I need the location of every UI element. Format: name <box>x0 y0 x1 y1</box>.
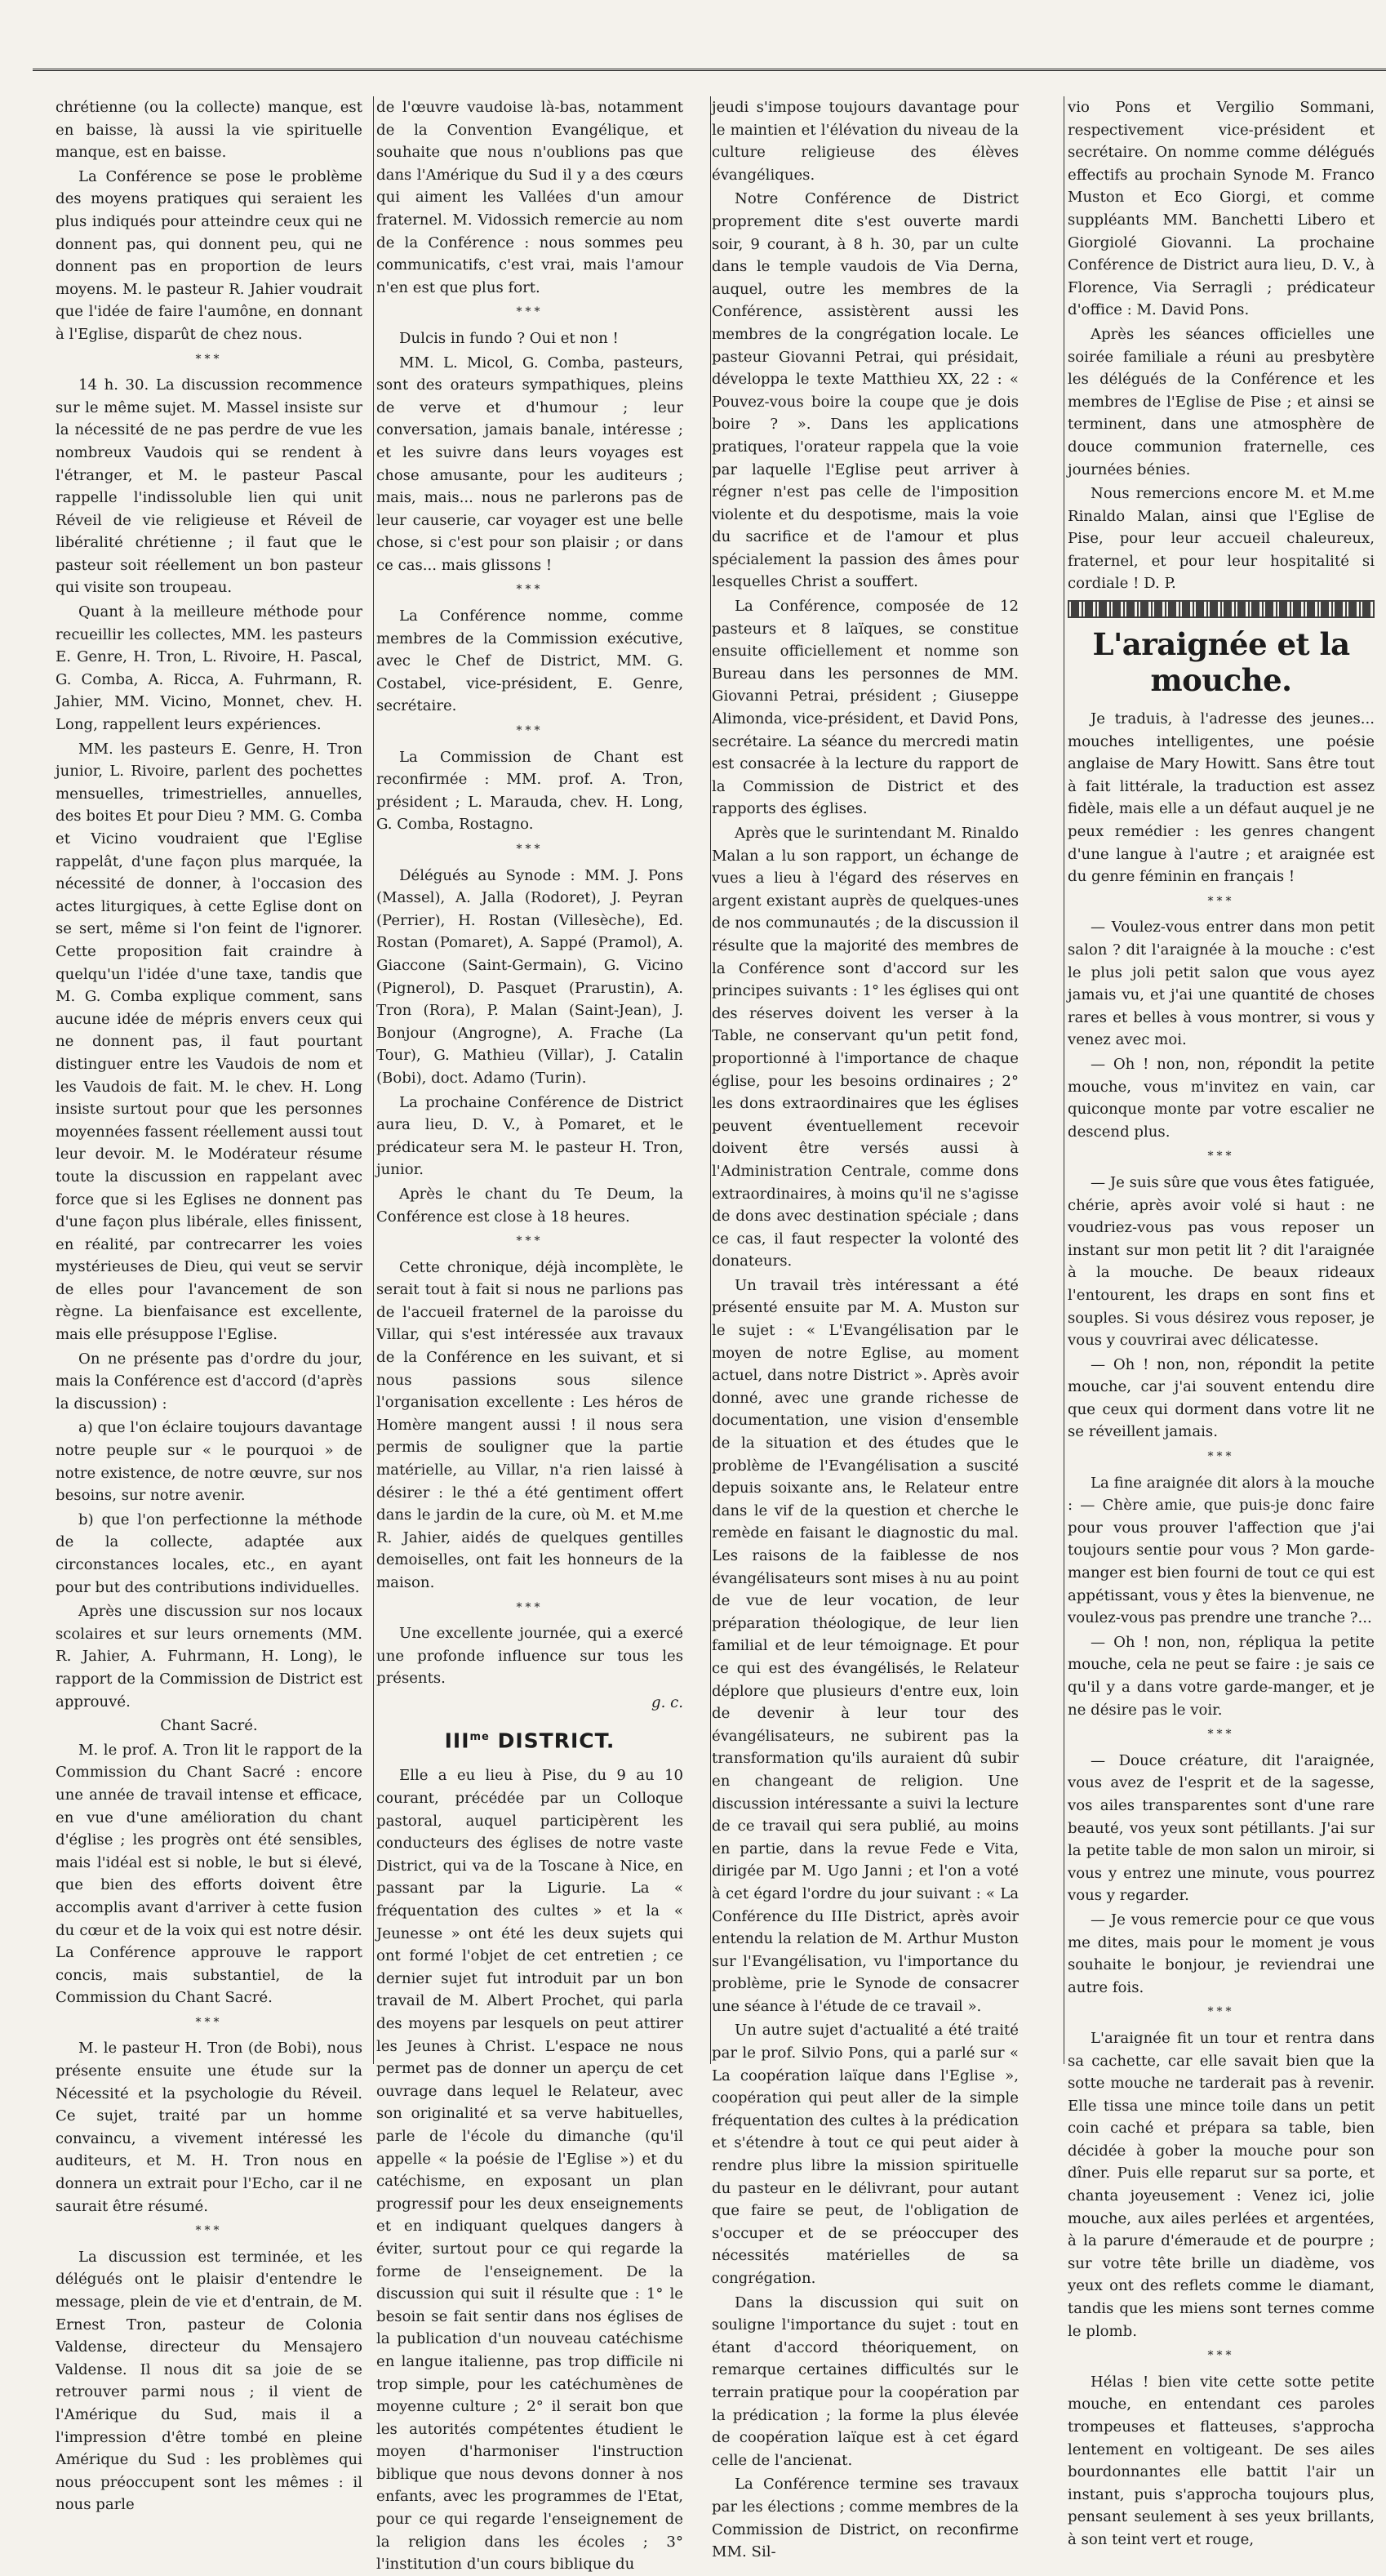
paragraph: La fine araignée dit alors à la mouche : — Chère amie, que puis-je donc faire pour vous prouver l'affection que j'ai toujours sentie pour vous ? Mon garde-manger est bien fourni de tout ce qui est appétissant, vous y êtes la bienvenue, ne voulez-vous pas prendre une tranche ?... <box>1068 1474 1375 1627</box>
paragraph: — Oh ! non, non, répondit la petite mouche, car j'ai souvent entendu dire que ceux qui dorment dans votre lit ne se réveillent jamais. <box>1068 1355 1375 1441</box>
district-heading <box>376 1726 683 1752</box>
paragraph: Je traduis, à l'adresse des jeunes... mouches intelligentes, une poésie anglaise de Mary Howitt. Sans être tout à fait littérale, la traduction est assez fidèle, mais elle a un défaut auquel je ne peux remédier : les genres changent d'une langue à l'autre ; et araignée est du genre féminin en français ! <box>1068 710 1375 886</box>
paragraph: Après les séances officielles une soirée familiale a réuni au presbytère les délégués de la Conférence et les membres de l'Eglise de Pise ; et ainsi se terminent, dans une atmosphère de douce communion fraternelle, ces journées bénies. <box>1068 325 1375 478</box>
paragraph: La Conférence se pose le problème des moyens pratiques qui seraient les plus indiqués pour atteindre ceux qui ne donnent pas, qui donnent peu, qui ne donnent pas en proportion de leurs moyens. M. le pasteur R. Jahier voudrait que l'idée de faire l'aumône, en donnant à l'Eglise, disparût de chez nous. <box>56 167 362 343</box>
paragraph: M. le pasteur H. Tron (de Bobi), nous présente ensuite une étude sur la Nécessité et la psychologie du Réveil. Ce sujet, traité par un homme convaincu, a vivement intéressé les auditeurs, et M. H. Tron nous en donnera un extrait pour l'Echo, car il ne saurait être résumé. <box>56 2040 362 2215</box>
section-separator: *** <box>1207 894 1235 908</box>
paragraph: — Oh ! non, non, répondit la petite mouche, vous m'invitez en vain, car quiconque monte par votre escalier ne descend plus. <box>1068 1055 1375 1141</box>
section-subheading: Chant Sacré. <box>160 1717 258 1735</box>
section-separator: *** <box>1207 1150 1235 1163</box>
paragraph: Un autre sujet d'actualité a été traité par le prof. Silvio Pons, qui a parlé sur « La coopération laïque dans l'Eglise », coopération qui peut aller de la simple fréquentation des cultes à la prédication et s'étendre à tout ce qui peut aider à rendre plus libre la mission spirituelle du pasteur en le délivrant, pour autant que faire se peut, de l'obligation de s'occuper et de se préoccuper des nécessités matérielles de sa congrégation. <box>712 2022 1019 2287</box>
story-title: L'araignée et la mouche. <box>1092 626 1350 699</box>
section-separator: *** <box>1207 1728 1235 1742</box>
section-separator: *** <box>195 352 223 366</box>
newspaper-columns <box>56 96 1378 2574</box>
paragraph: La Commission de Chant est reconfirmée : MM. prof. A. Tron, président ; L. Marauda, chev. H. Long, G. Comba, Rostagno. <box>376 748 683 834</box>
paragraph: Hélas ! bien vite cette sotte petite mouche, en entendant ces paroles trompeuses et flatteuses, s'approcha lentement en voltigeant. De ses ailes bourdonnantes elle battit l'air un instant, puis s'approcha toujours plus, pensant seulement à ses yeux brillants, à son teint vert et rouge, <box>1068 2373 1375 2548</box>
section-separator: *** <box>516 843 544 856</box>
paragraph: chrétienne (ou la collecte) manque, est en baisse, là aussi la vie spirituelle manque, est en baisse. <box>56 99 362 162</box>
paragraph: Délégués au Synode : MM. J. Pons (Massel), A. Jalla (Rodoret), J. Peyran (Perrier), H. Rostan (Villesèche), Ed. Rostan (Pomaret), A. Sappé (Pramol), A. Giaccone (Saint-Germain), G. Vicino (Pignerol), D. Pasquet (Prarustin), A. Tron (Rora), P. Malan (Saint-Jean), J. Bonjour (Angrogne), A. Frache (La Tour), G. Mathieu (Villar), J. Catalin (Bobi), doct. Adamo (Turin). <box>376 866 683 1087</box>
section-separator: *** <box>516 305 544 319</box>
section-separator: *** <box>1207 1450 1235 1464</box>
paragraph: L'araignée fit un tour et rentra dans sa cachette, car elle savait bien que la sotte mouche ne tarderait pas à revenir. Elle tissa une mince toile dans un petit coin caché et prépara sa table, bien décidée à gober la mouche pour son dîner. Puis elle reparut sur sa porte, et chanta joyeusement : Venez ici, jolie mouche, aux ailes perlées et argentées, à la parure d'émeraude et de pourpre ; sur votre tête brille un diadème, vos yeux ont des reflets comme le diamant, tandis que les miens sont ternes comme le plomb. <box>1068 2029 1375 2340</box>
paragraph: jeudi s'impose toujours davantage pour le maintien et l'élévation du niveau de la culture religieuse des élèves évangéliques. <box>712 99 1019 184</box>
district-heading-part: III <box>444 1728 470 1752</box>
paragraph: Notre Conférence de District proprement dite s'est ouverte mardi soir, 9 courant, à 8 h. 30, par un culte dans le temple vaudois de Via Derna, auquel, outre les membres de la Conférence, assistèrent aussi les membres de la congrégation locale. Le pasteur Giovanni Petrai, qui présidait, développa le texte Matthieu XX, 22 : « Pouvez-vous boire la coupe que je dois boire ? ». Dans les applications pratiques, l'orateur rappela que la voie par laquelle l'Eglise peut arriver à régner n'est pas celle de l'imposition violente et du despotisme, mais la voie du sacrifice et de l'amour et plus spécialement la passion des âmes pour lesquelles Christ a souffert. <box>712 190 1019 591</box>
paragraph: Une excellente journée, qui a exercé une profonde influence sur tous les présents. <box>376 1625 683 1688</box>
section-separator: *** <box>516 724 544 738</box>
section-separator: *** <box>195 2224 223 2238</box>
paragraph: vio Pons et Vergilio Sommani, respectivement vice-président et secrétaire. On nomme comme délégués effectifs au prochain Synode M. Franco Muston et Eco Giorgi, et comme suppléants MM. Banchetti Libero et Giorgiolé Giovanni. La prochaine Conférence de District aura lieu, D. V., à Florence, Via Serragli ; prédicateur d'office : M. David Pons. <box>1068 99 1375 319</box>
section-separator: *** <box>1207 2005 1235 2019</box>
paragraph: La Conférence termine ses travaux par les élections ; comme membres de la Commission de District, on reconfirme MM. Sil- <box>712 2476 1019 2561</box>
paragraph: Elle a eu lieu à Pise, du 9 au 10 courant, précédée par un Colloque pastoral, auquel participèrent les conducteurs des églises de notre vaste District, qui va de la Toscane à Nice, en passant par la Ligurie. La « fréquentation des cultes » et la « Jeunesse » ont été les deux sujets qui ont formé l'objet de cet entretien ; ce dernier sujet fut introduit par un bon travail de M. Albert Prochet, qui parla des moyens par lesquels on peut attirer les Jeunes à Christ. L'espace ne nous permet pas de donner un aperçu de cet ouvrage dans lequel le Relateur, avec son originalité et sa verve habituelles, parle de l'école du dimanche (qu'il appelle « la poésie de l'Eglise ») et du catéchisme, en exposant un plan progressif pour les deux enseignements et en indiquant quelques dangers à éviter, surtout pour ce qui regarde la forme de l'enseignement. De la discussion qui suit il résulte que : 1° le besoin se fait sentir dans nos églises de la publication d'un nouveau catéchisme en langue italienne, pas trop difficile ni trop simple, pour les catéchumènes de moyenne culture ; 2° il serait bon que les autorités compétentes étudient le moyen d'harmoniser l'instruction biblique que nous devons donner à nos enfants, avec les programmes de l'Etat, pour ce qui regarde l'enseignement de la religion dans les écoles ; 3° l'institution d'un cours biblique du <box>376 1767 683 2574</box>
decorative-band <box>1068 600 1375 618</box>
paragraph: b) que l'on perfectionne la méthode de la collecte, adaptée aux circonstances locales, etc., en ayant pour but des contributions individuelles. <box>56 1510 362 1596</box>
paragraph: Après une discussion sur nos locaux scolaires et sur leurs ornements (MM. R. Jahier, A. Fuhrmann, H. Long), le rapport de la Commission de District est approuvé. <box>56 1603 362 1711</box>
paragraph: de l'œuvre vaudoise là-bas, notamment de la Convention Evangélique, et souhaite que nous n'oublions pas que dans l'Amérique du Sud il y a des cœurs qui aiment les Vallées d'un amour fraternel. M. Vidossich remercie au nom de la Conférence : nous sommes peu communicatifs, c'est vrai, mais l'amour n'en est que plus fort. <box>376 99 683 296</box>
column-1 <box>56 96 362 2514</box>
district-heading-part: me <box>469 1730 490 1743</box>
column-4 <box>1068 96 1375 2548</box>
paragraph: Dans la discussion qui suit on souligne l'importance du sujet : tout en étant d'accord théoriquement, on remarque certaines difficultés sur le terrain pratique pour la coopération par la prédication ; la forme la plus élevée de coopération laïque est à cet égard celle de l'ancienat. <box>712 2293 1019 2469</box>
section-separator: *** <box>516 1235 544 1248</box>
section-separator: *** <box>195 2015 223 2029</box>
paragraph: Après que le surintendant M. Rinaldo Malan a lu son rapport, un échange de vues a lieu à l'égard des réserves en argent existant auprès de quelques-unes de nos communautés ; de la discussion il résulte que la majorité des membres de la Conférence sont d'accord sur les principes suivants : 1° les églises qui ont des réserves doivent les verser à la Table, ne conservant qu'un petit fond, proportionné à l'importance de chaque église, pour les besoins ordinaires ; 2° les dons extraordinaires que les églises peuvent éventuellement recevoir doivent être versés aussi à l'Administration Centrale, comme dons extraordinaires, à moins qu'il ne s'agisse de dons avec destination spéciale ; dans ce cas, il faut respecter la volonté des donateurs. <box>712 825 1019 1270</box>
paragraph: MM. les pasteurs E. Genre, H. Tron junior, L. Rivoire, parlent des pochettes mensuelles, trimestrielles, annuelles, des boites Et pour Dieu ? MM. G. Comba et Vicino voudraient que l'Eglise rappelât, d'une façon plus marquée, la nécessité de donner, à l'occasion des actes liturgiques, à cette Eglise dont on se sert, même si l'on feint de l'ignorer. Cette proposition fait craindre à quelqu'un l'idée d'une taxe, tandis que M. G. Comba explique comment, sans aucune idée de mépris envers ceux qui ne donnent pas, il faut pourtant distinguer entre les Vaudois de nom et les Vaudois de fait. M. le chev. H. Long insiste surtout pour que les personnes moyennées fassent réellement aussi tout leur devoir. M. le Modérateur résume toute la discussion en rappelant avec force que si les Eglises ne donnent pas d'une façon plus libérale, elles finissent, en réalité, par contrecarrer les voies mystérieuses de Dieu, qui veut se servir de elles pour l'avancement de son règne. La bienfaisance est excellente, mais elle présuppose l'Eglise. <box>56 740 362 1344</box>
paragraph: Après le chant du Te Deum, la Conférence est close à 18 heures. <box>376 1185 683 1226</box>
paragraph: — Voulez-vous entrer dans mon petit salon ? dit l'araignée à la mouche : c'est le plus joli petit salon que vous ayez jamais vu, et j'ai une quantité de choses rares et belles à vous montrer, si vous y venez avec moi. <box>1068 919 1375 1049</box>
paragraph: a) que l'on éclaire toujours davantage notre peuple sur « le pourquoi » de notre existence, de notre œuvre, sur nos besoins, sur notre avenir. <box>56 1419 362 1505</box>
paragraph: — Oh ! non, non, répliqua la petite mouche, cela ne peut se faire : je sais ce qu'il y a dans votre garde-manger, et je ne désire pas le voir. <box>1068 1633 1375 1719</box>
paragraph: La Conférence nomme, comme membres de la Commission exécutive, avec le Chef de District, MM. G. Costabel, vice-président, E. Genre, secrétaire. <box>376 607 683 715</box>
signature: g. c. <box>651 1693 683 1711</box>
paragraph: Dulcis in fundo ? Oui et non ! <box>399 329 619 347</box>
story-body <box>1068 708 1375 2552</box>
section-separator: *** <box>516 583 544 597</box>
section-separator: *** <box>516 1600 544 1614</box>
paragraph: — Je suis sûre que vous êtes fatiguée, chérie, après avoir volé si haut : ne voudriez-vous pas vous reposer un instant sur mon petit lit ? dit l'araignée à la mouche. De beaux rideaux l'entourent, les draps en sont fins et souples. Si vous désirez vous reposer, je vous y couvrirai avec délicatesse. <box>1068 1173 1375 1350</box>
paragraph: On ne présente pas d'ordre du jour, mais la Conférence est d'accord (d'après la discussion) : <box>56 1350 362 1413</box>
column-2 <box>376 96 683 2574</box>
column-3 <box>712 96 1019 2561</box>
paragraph: La Conférence, composée de 12 pasteurs et 8 laïques, se constitue ensuite officiellement et nomme son Bureau dans les personnes de MM. Giovanni Petrai, président ; Giuseppe Alimonda, vice-président, et David Pons, secrétaire. La séance du mercredi matin est consacrée à la lecture du rapport de la Commission de District et des rapports des églises. <box>712 598 1019 818</box>
paragraph: — Je vous remercie pour ce que vous me dites, mais pour le moment je vous souhaite le bonjour, je reviendrai une autre fois. <box>1068 1911 1375 1996</box>
paragraph: MM. L. Micol, G. Comba, pasteurs, sont des orateurs sympathiques, pleins de verve et d'humour ; leur conversation, jamais banale, intéresse ; et les suivre dans leurs voyages est chose amusante, pour les auditeurs ; mais, mais... nous ne parlerons pas de leur causerie, car voyager est une belle chose, si c'est pour son plaisir ; or dans ce cas... mais glissons ! <box>376 354 683 574</box>
paragraph: La discussion est terminée, et les délégués ont le plaisir d'entendre le message, plein de vie et d'entrain, de M. Ernest Tron, pasteur de Colonia Valdense, directeur du Mensajero Valdense. Il nous dit sa joie de se retrouver parmi nous ; il vient de l'Amérique du Sud, mais il a l'impression d'être tombé en pleine Amérique du Sud : les problèmes qui nous préoccupent sont les mêmes : il nous parle <box>56 2248 362 2514</box>
paragraph: La prochaine Conférence de District aura lieu, D. V., à Pomaret, et le prédicateur sera M. le pasteur H. Tron, junior. <box>376 1093 683 1179</box>
paragraph: M. le prof. A. Tron lit le rapport de la Commission du Chant Sacré : encore une année de travail intense et efficace, en vue d'une amélioration du chant d'église ; les progrès ont été sensibles, mais l'idéal est si noble, le but si élevé, que bien des efforts doivent être accomplis avant d'arriver à cette fusion du cœur et de la voix qui est notre désir. La Conférence approuve le rapport concis, mais substantiel, de la Commission du Chant Sacré. <box>56 1741 362 2007</box>
paragraph: Nous remercions encore M. et M.me Rinaldo Malan, ainsi que l'Eglise de Pise, pour leur accueil chaleureux, fraternel, et pour leur hospitalité si cordiale ! D. P. <box>1068 485 1375 593</box>
section-separator: *** <box>1207 2349 1235 2363</box>
district-heading-part: DISTRICT. <box>489 1728 615 1752</box>
paragraph: Un travail très intéressant a été présenté ensuite par M. A. Muston sur le sujet : « L'Evangélisation par le moyen de notre Eglise, au moment actuel, dans notre District ». Après avoir donné, avec une grande richesse de documentation, une vision d'ensemble de la situation et des études que le problème de l'Evangélisation a suscité depuis soixante ans, le Relateur entre dans le vif de la question et cherche le remède en faisant le diagnostic du mal. Les raisons de la faiblesse de nos évangélisateurs sont mises à nu au point de vue de leur vocation, de leur préparation théologique, de leur lien familial et de leur témoignage. Et pour ce qui est des évangélisés, le Relateur déplore que plusieurs d'entre eux, loin de devenir à leur tour des évangélisateurs, ne subirent pas la transformation qu'ils auraient dû subir en changeant de religion. Une discussion intéressante a suivi la lecture de ce travail qui sera publié, au moins en partie, dans la revue Fede e Vita, dirigée par M. Ugo Janni ; et l'on a voté à cet égard l'ordre du jour suivant : « La Conférence du IIIe District, après avoir entendu la relation de M. Arthur Muston sur l'Evangélisation, vu l'importance du problème, prie le Synode de consacrer une séance à l'étude de ce travail ». <box>712 1276 1019 2015</box>
paragraph: — Douce créature, dit l'araignée, vous avez de l'esprit et de la sagesse, vos ailes transparentes sont d'une rare beauté, vos yeux sont pétillants. J'ai sur la petite table de mon salon un miroir, si vous y entrez une minute, vous pourrez vous y regarder. <box>1068 1751 1375 1905</box>
district-report-end <box>1068 96 1375 595</box>
paragraph: Quant à la meilleure méthode pour recueillir les collectes, MM. les pasteurs E. Genre, H. Tron, L. Rivoire, H. Pascal, G. Comba, A. Ricca, A. Fuhrmann, R. Jahier, MM. Vicino, Monnet, chev. H. Long, rappellent leurs expériences. <box>56 603 362 734</box>
page-top-rule <box>33 69 1386 76</box>
paragraph: 14 h. 30. La discussion recommence sur le même sujet. M. Massel insiste sur la nécessité de ne pas perdre de vue les nombreux Vaudois qui se rendent à l'étranger, et M. le pasteur Pascal rappelle l'indissoluble lien qui unit Réveil de vie religieuse et Réveil de libéralité chrétienne ; il faut que le pasteur soit réellement un bon pasteur qui visite son troupeau. <box>56 376 362 597</box>
paragraph: Cette chronique, déjà incomplète, le serait tout à fait si nous ne parlions pas de l'accueil fraternel de la paroisse du Villar, qui s'est intéressée aux travaux de la Conférence en les suivant, et si nous passions sous silence l'organisation excellente : Les héros de Homère mangent aussi ! il nous sera permis de souligner que la partie matérielle, au Villar, n'a rien laissé à désirer : le thé a été gentiment offert dans le jardin de la cure, où M. et M.me R. Jahier, aidés de quelques gentilles demoiselles, ont fait les honneurs de la maison. <box>376 1258 683 1591</box>
